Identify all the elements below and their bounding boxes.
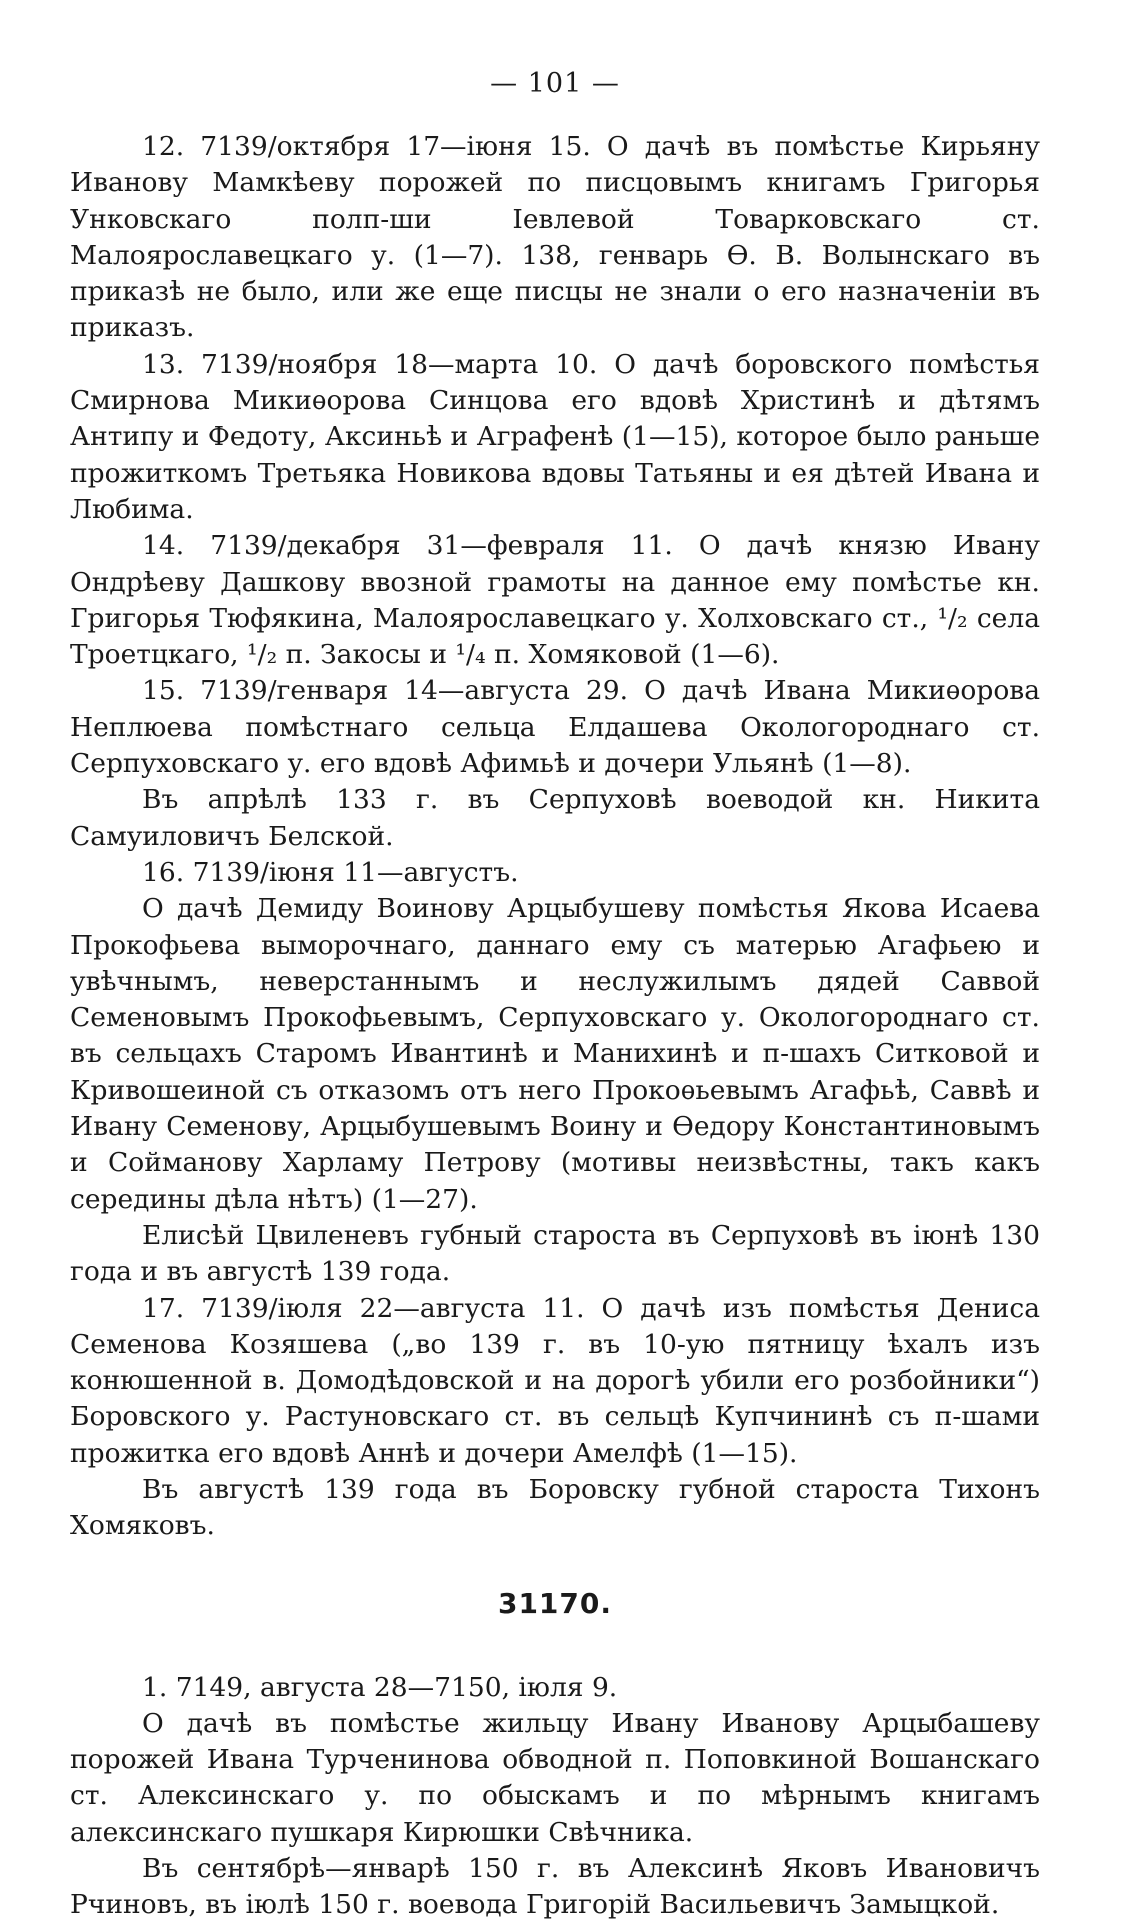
paragraph-entry-13: 13. 7139/ноября 18—марта 10. О дачѣ боровского помѣстья Смирнова Микиѳорова Синцова его вдовѣ Христинѣ и дѣтямъ Антипу и Федоту, Аксиньѣ и Аграфенѣ (1—15), которое было раньше прожиткомъ Третьяка Новикова вдовы Татьяны и ея дѣтей Ивана и Любима. <box>70 348 1040 525</box>
paragraph-entry-14: 14. 7139/декабря 31—февраля 11. О дачѣ князю Ивану Ондрѣеву Дашкову ввозной грамоты на данное ему помѣстье кн. Григорья Тюфякина, Малоярославецкаго у. Холховскаго ст., ¹/₂ села Троетцкаго, ¹/₂ п. Закосы и ¹/₄ п. Хомяковой (1—6). <box>70 530 1040 671</box>
page-number: — 101 — <box>490 68 620 99</box>
paragraph-entry-17: 17. 7139/іюля 22—августа 11. О дачѣ изъ помѣстья Дениса Семенова Козяшева („во 139 г. въ 10-ую пятницу ѣхалъ изъ конюшенной в. Домодѣдовской и на дорогѣ убили его розбойники“) Боровского у. Растуновскаго ст. въ сельцѣ Купчининѣ съ п-шами прожитка его вдовѣ Аннѣ и дочери Амелфѣ (1—15). <box>70 1292 1040 1469</box>
paragraph-entry-15: 15. 7139/генваря 14—августа 29. О дачѣ Ивана Микиѳорова Неплюева помѣстнаго сельца Елдашева Окологороднаго ст. Серпуховскаго у. его вдовѣ Афимьѣ и дочери Ульянѣ (1—8). <box>70 675 1040 780</box>
paragraph-entry-16-header: 16. 7139/іюня 11—августъ. <box>142 856 519 888</box>
paragraph-entry-1-body: О дачѣ въ помѣстье жильцу Ивану Иванову Арцыбашеву порожей Ивана Турченинова обводной п. Поповкиной Вошанскаго ст. Алексинскаго у. по обыскамъ и по мѣрнымъ книгамъ алексинскаго пушкаря Кирюшки Свѣчника. <box>70 1707 1040 1848</box>
paragraph-entry-12: 12. 7139/октября 17—іюня 15. О дачѣ въ помѣстье Кирьяну Иванову Мамкѣеву порожей по писцовымъ книгамъ Григорья Унковскаго полп-ши Іевлевой Товарковскаго ст. Малоярославецкаго у. (1—7). 138, генварь Ѳ. В. Волынскаго въ приказѣ не было, или же еще писцы не знали о его назначеніи въ приказъ. <box>70 131 1040 344</box>
entries-section-top <box>70 129 1040 1545</box>
paragraph-entry-16-body: О дачѣ Демиду Воинову Арцыбушеву помѣстья Якова Исаева Прокофьева выморочнаго, даннаго ему съ матерью Агафьею и увѣчнымъ, неверстаннымъ и неслужилымъ дядей Саввой Семеновымъ Прокофьевымъ, Серпуховскаго у. Окологороднаго ст. въ сельцахъ Старомъ Ивантинѣ и Манихинѣ и п-шахъ Ситковой и Кривошеиной съ отказомъ отъ него Прокоѳьевымъ Агафьѣ, Саввѣ и Ивану Семенову, Арцыбушевымъ Воину и Ѳедору Константиновымъ и Сойманову Харламу Петрову (мотивы неизвѣстны, такъ какъ середины дѣла нѣтъ) (1—27). <box>70 893 1040 1215</box>
document-page <box>70 68 1040 1924</box>
paragraph-note-september: Въ сентябрѣ—январѣ 150 г. въ Алексинѣ Яковъ Ивановичъ Рчиновъ, въ іюлѣ 150 г. воевода Григорій Васильевичъ Замыцкой. <box>70 1853 1040 1921</box>
paragraph-note-august: Въ августѣ 139 года въ Боровску губной староста Тихонъ Хомяковъ. <box>70 1473 1040 1542</box>
section-heading: 31170. <box>497 1586 613 1620</box>
paragraph-note-elisei: Елисѣй Цвиленевъ губный староста въ Серпуховѣ въ іюнѣ 130 года и въ августѣ 139 года. <box>70 1219 1040 1288</box>
entries-section-bottom <box>70 1670 1040 1924</box>
paragraph-entry-1-header: 1. 7149, августа 28—7150, іюля 9. <box>142 1671 618 1703</box>
paragraph-note-april: Въ апрѣлѣ 133 г. въ Серпуховѣ воеводой кн. Никита Самуиловичъ Белской. <box>70 784 1040 852</box>
